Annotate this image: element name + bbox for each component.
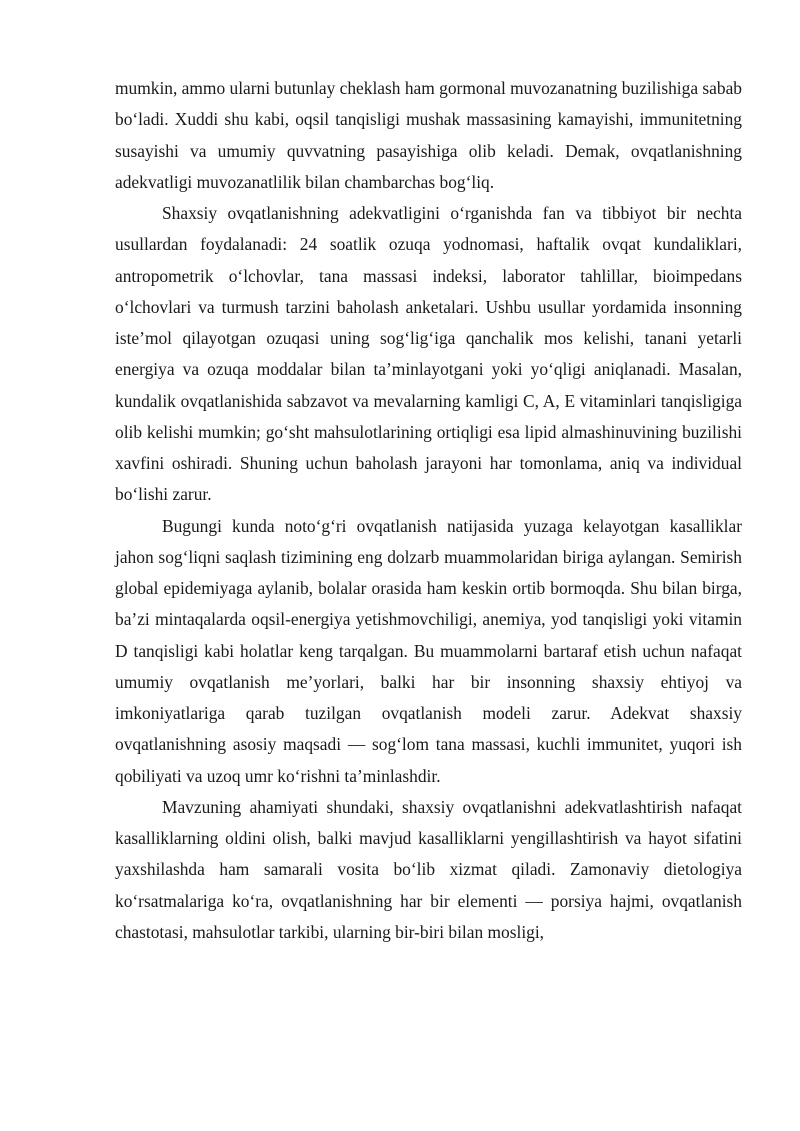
- paragraph-4: Mavzuning ahamiyati shundaki, shaxsiy ovqatlanishni adekvatlashtirish nafaqat kasalliklarning oldini olish, balki mavjud kasalliklarni yengillashtirish va hayot sifatini yaxshilashda ham samarali vosita bo‘lib xizmat qiladi. Zamonaviy dietologiya ko‘rsatmalariga ko‘ra, ovqatlanishning har bir elementi — porsiya hajmi, ovqatlanish chastotasi, mahsulotlar tarkibi, ularning bir-biri bilan mosligi,: [115, 796, 742, 942]
- paragraph-2: Shaxsiy ovqatlanishning adekvatligini o‘rganishda fan va tibbiyot bir nechta usullardan foydalanadi: 24 soatlik ozuqa yodnomasi, haftalik ovqat kundaliklari, antropometrik o‘lchovlar, tana massasi indeksi, laborator tahlillar, bioimpedans o‘lchovlari va turmush tarzini baholash anketalari. Ushbu usullar yordamida insonning iste’mol qilayotgan ozuqasi uning sog‘lig‘iga qanchalik mos kelishi, tanani yetarli energiya va ozuqa moddalar bilan ta’minlayotgani yoki yo‘qligi aniqlanadi. Masalan, kundalik ovqatlanishida sabzavot va mevalarning kamligi C, A, E vitaminlari tanqisligiga olib kelishi mumkin; go‘sht mahsulotlarining ortiqligi esa lipid almashinuvining buzilishi xavfini oshiradi. Shuning uchun baholash jarayoni har tomonlama, aniq va individual bo‘lishi zarur.: [115, 203, 742, 505]
- paragraph-1: mumkin, ammo ularni butunlay cheklash ham gormonal muvozanatning buzilishiga sabab bo‘ladi. Xuddi shu kabi, oqsil tanqisligi mushak massasining kamayishi, immunitetning susayishi va umumiy quvvatning pasayishiga olib keladi. Demak, ovqatlanishning adekvatligi muvozanatlilik bilan chambarchas bog‘liq.: [115, 78, 742, 192]
- paragraph-3: Bugungi kunda noto‘g‘ri ovqatlanish natijasida yuzaga kelayotgan kasalliklar jahon sog‘liqni saqlash tizimining eng dolzarb muammolaridan biriga aylangan. Semirish global epidemiyaga aylanib, bolalar orasida ham keskin ortib bormoqda. Shu bilan birga, ba’zi mintaqalarda oqsil-energiya yetishmovchiligi, anemiya, yod tanqisligi yoki vitamin D tanqisligi kabi holatlar keng tarqalgan. Bu muammolarni bartaraf etish uchun nafaqat umumiy ovqatlanish me’yorlari, balki har bir insonning shaxsiy ehtiyoj va imkoniyatlariga qarab tuzilgan ovqatlanish modeli zarur. Adekvat shaxsiy ovqatlanishning asosiy maqsadi — sog‘lom tana massasi, kuchli immunitet, yuqori ish qobiliyati va uzoq umr ko‘rishni ta’minlashdir.: [115, 515, 742, 786]
- document-body: [115, 73, 742, 948]
